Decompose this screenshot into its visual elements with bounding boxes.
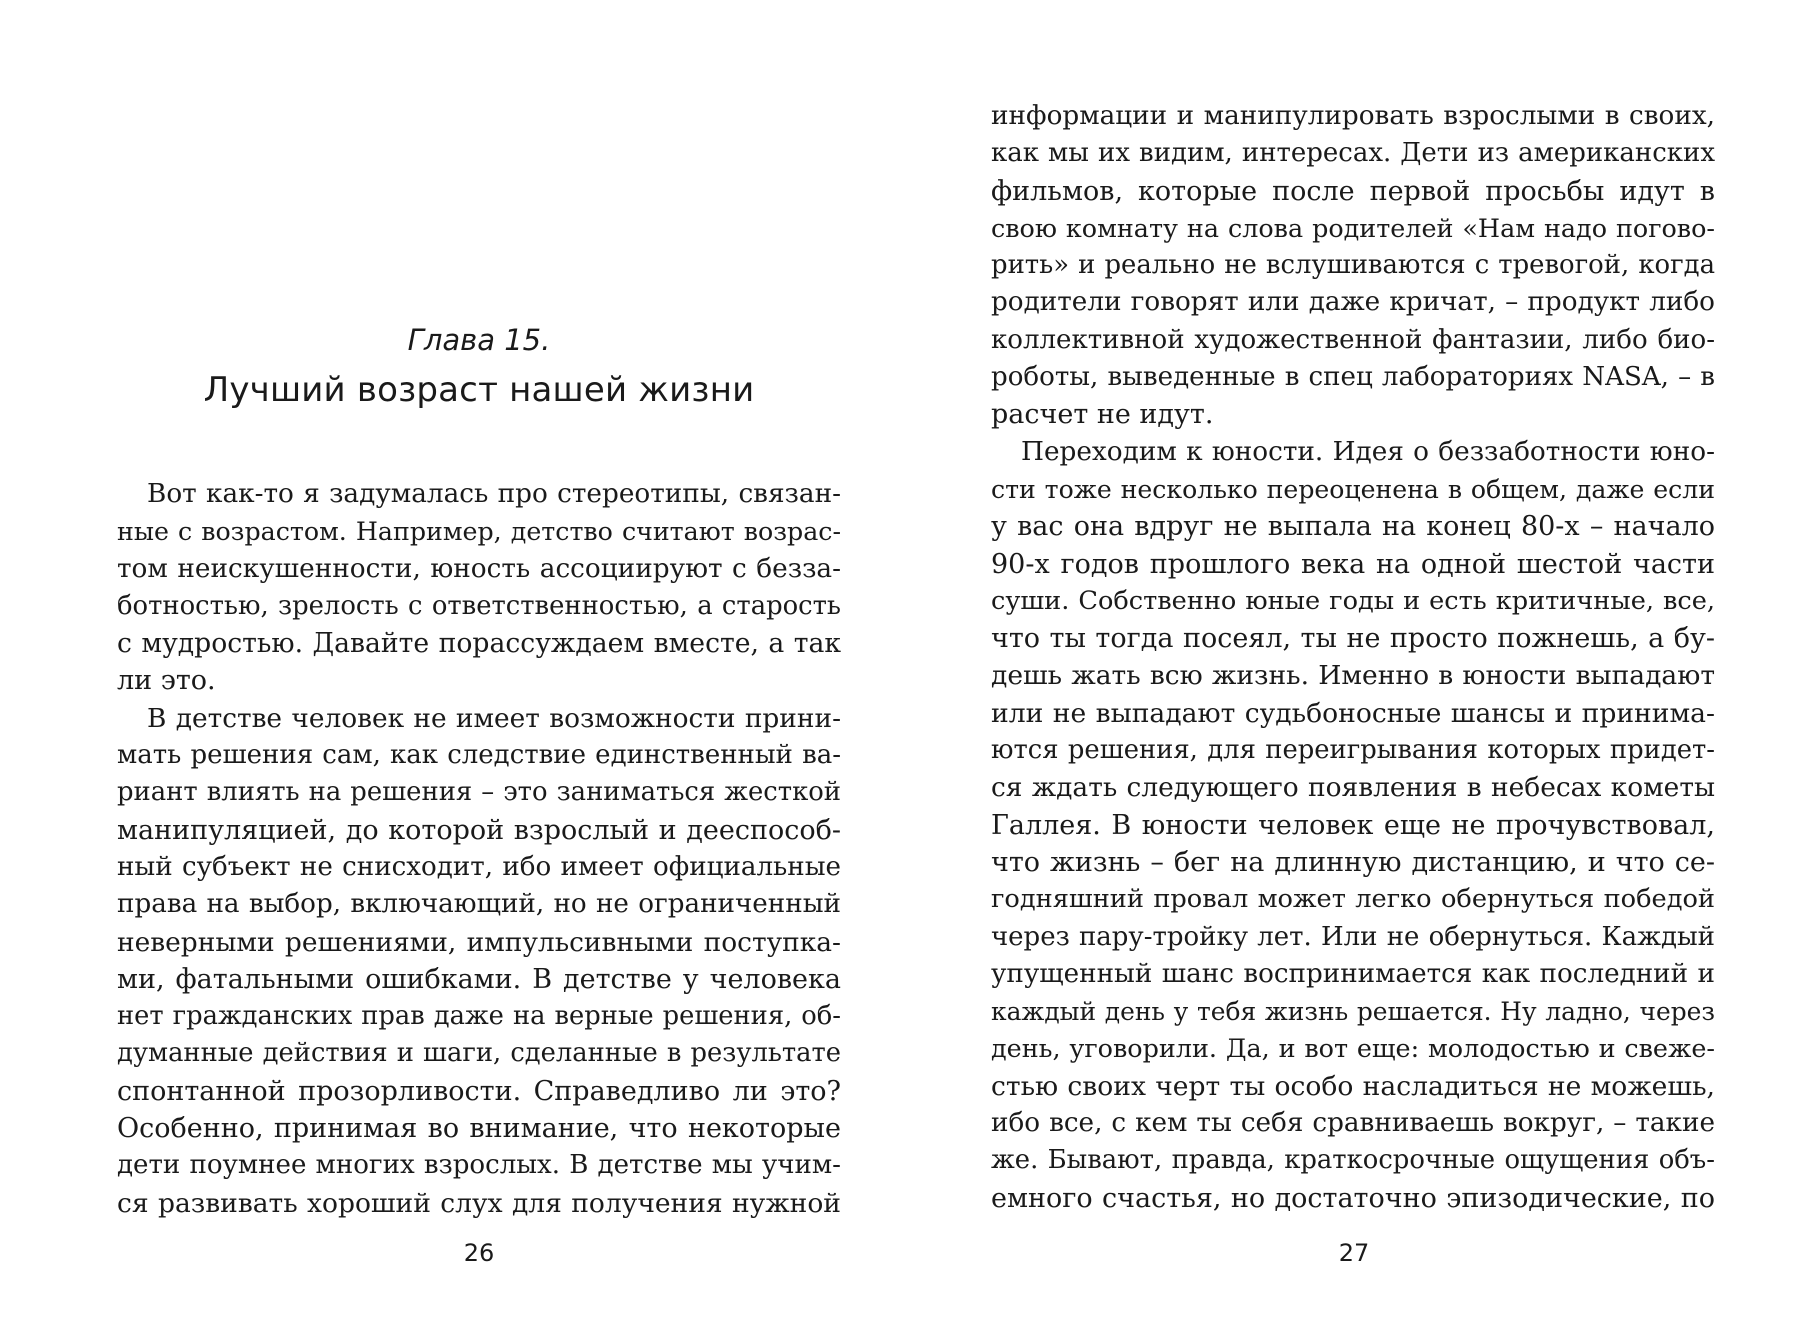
text-line: риант влиять на решения – это заниматься жесткой: [117, 777, 841, 808]
text-line: Переходим к юности. Идея о беззаботности юно-: [1021, 436, 1715, 467]
text-line: упущенный шанс воспринимается как последний и: [991, 958, 1715, 989]
text-line: ся развивать хороший слух для получения нужной: [117, 1187, 841, 1219]
text-line: 90-х годов прошлого века на одной шестой части: [991, 548, 1715, 580]
chapter-title: Лучший возраст нашей жизни: [203, 370, 755, 410]
text-line: ботностью, зрелость с ответственностью, а старость: [117, 590, 841, 621]
text-line: ный субъект не снисходит, ибо имеет официальные: [117, 851, 841, 882]
text-line: расчет не идут.: [991, 399, 1214, 431]
text-line: дешь жать всю жизнь. Именно в юности выпадают: [991, 660, 1715, 692]
chapter-label: Глава 15.: [407, 323, 551, 357]
text-line: суши. Собственно юные годы и есть критичные, все,: [991, 585, 1715, 616]
text-line: сти тоже несколько переоценена в общем, даже если: [991, 474, 1715, 504]
text-line: Галлея. В юности человек еще не прочувствовал,: [991, 809, 1715, 841]
text-line: ми, фатальными ошибками. В детстве у человека: [117, 963, 841, 995]
text-line: В детстве человек не имеет возможности прини-: [147, 702, 841, 734]
left-page: [0, 0, 900, 1321]
text-line: день, уговорили. Да, и вот еще: молодостью и свеже-: [991, 1033, 1715, 1064]
text-line: манипуляцией, до которой взрослый и дееспособ-: [117, 814, 841, 846]
text-line: фильмов, которые после первой просьбы идут в: [991, 175, 1715, 207]
text-line: Особенно, принимая во внимание, что некоторые: [117, 1113, 841, 1145]
text-line: Вот как-то я задумалась про стереотипы, связан-: [147, 479, 841, 509]
right-page: [900, 0, 1817, 1321]
text-line: родители говорят или даже кричат, – продукт либо: [991, 287, 1715, 318]
text-line: думанные действия и шаги, сделанные в результате: [117, 1038, 841, 1069]
text-line: ные с возрастом. Например, детство считают возрас-: [117, 517, 841, 547]
text-line: нет гражданских прав даже на верные решения, об-: [117, 1001, 841, 1032]
text-line: ли это.: [117, 665, 216, 697]
text-line: как мы их видим, интересах. Дети из американских: [991, 138, 1715, 169]
page-number-left: 26: [463, 1239, 495, 1267]
text-line: каждый день у тебя жизнь решается. Ну ладно, через: [991, 997, 1715, 1027]
page-number-right: 27: [1338, 1239, 1370, 1267]
text-line: спонтанной прозорливости. Справедливо ли это?: [117, 1075, 841, 1107]
text-line: неверными решениями, импульсивными поступка-: [117, 926, 841, 958]
text-line: годняшний провал может легко обернуться победой: [991, 884, 1715, 915]
text-line: роботы, выведенные в спец лабораториях NASA, – в: [991, 362, 1715, 393]
text-line: стью своих черт ты особо насладиться не можешь,: [991, 1070, 1715, 1102]
text-line: что ты тогда посеял, ты не просто пожнешь, а бу-: [991, 623, 1715, 655]
text-line: мать решения сам, как следствие единственный ва-: [117, 740, 841, 771]
text-line: рить» и реально не вслушиваются с тревогой, когда: [991, 250, 1715, 281]
right-page-body: [991, 98, 1715, 1217]
left-page-body: [117, 476, 841, 1222]
text-line: что жизнь – бег на длинную дистанцию, и что се-: [991, 846, 1715, 878]
text-line: свою комнату на слова родителей «Нам надо погово-: [991, 212, 1715, 243]
text-line: через пару-тройку лет. Или не обернуться. Каждый: [991, 921, 1715, 952]
text-line: ются решения, для переигрывания которых придет-: [991, 735, 1715, 766]
text-line: коллективной художественной фантазии, либо био-: [991, 324, 1715, 355]
text-line: емного счастья, но достаточно эпизодические, по: [991, 1182, 1715, 1214]
text-line: ся ждать следующего появления в небесах кометы: [991, 772, 1715, 804]
text-line: том неискушенности, юность ассоциируют с безза-: [117, 553, 841, 584]
text-line: же. Бывают, правда, краткосрочные ощущения объ-: [991, 1145, 1715, 1176]
text-line: права на выбор, включающий, но не ограниченный: [117, 889, 841, 920]
text-line: дети поумнее многих взрослых. В детстве мы учим-: [117, 1150, 841, 1181]
text-line: у вас она вдруг не выпала на конец 80-х – начало: [991, 511, 1715, 543]
text-line: информации и манипулировать взрослыми в своих,: [991, 101, 1715, 131]
text-line: с мудростью. Давайте порассуждаем вместе, а так: [117, 628, 841, 660]
text-line: ибо все, с кем ты себя сравниваешь вокруг, – такие: [991, 1108, 1715, 1139]
text-line: или не выпадают судьбоносные шансы и принима-: [991, 697, 1715, 729]
